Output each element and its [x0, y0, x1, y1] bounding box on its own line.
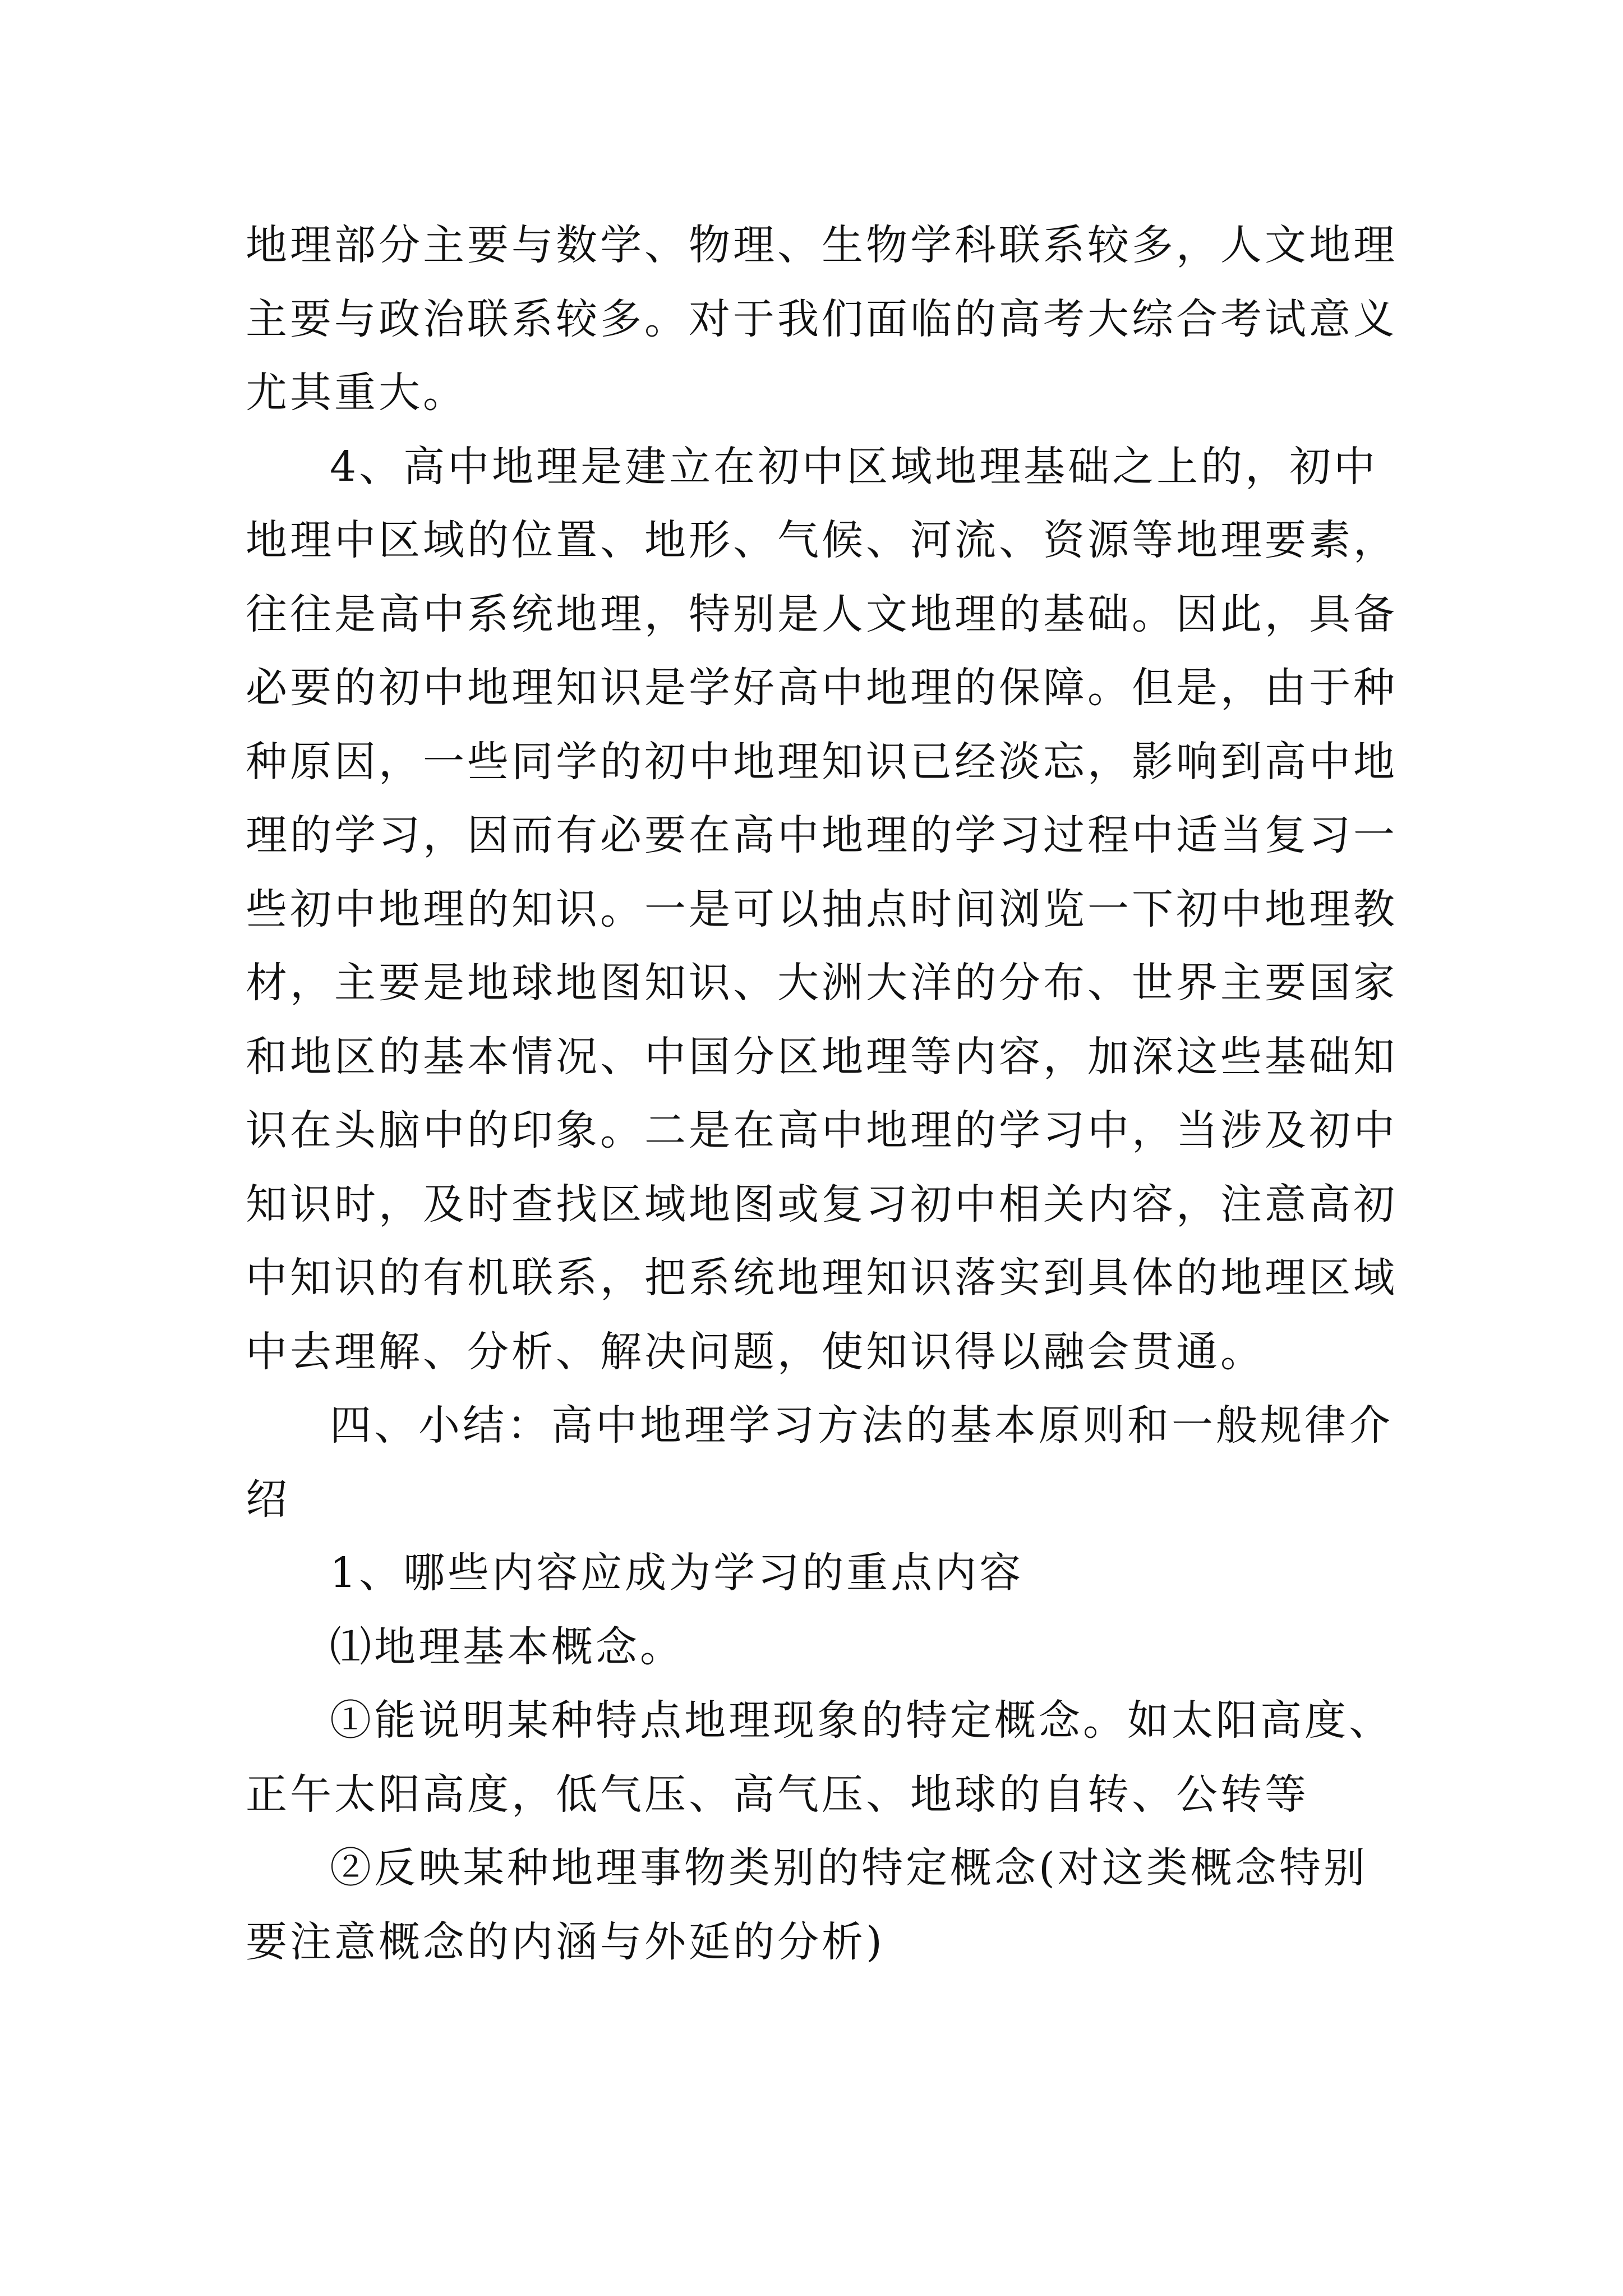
list-item-line: ⑴地理基本概念。 [330, 1622, 684, 1671]
subheading-line: 1、哪些内容应成为学习的重点内容 [330, 1549, 1024, 1597]
text-line: 尤其重大。 [246, 369, 467, 417]
text-line: 些初中地理的知识。一是可以抽点时间浏览一下初中地理教 [246, 885, 1398, 933]
list-item-line: ②反映某种地理事物类别的特定概念(对这类概念特别 [330, 1844, 1368, 1892]
text-line: 地理部分主要与数学、物理、生物学科联系较多，人文地理 [246, 221, 1398, 269]
text-line: 和地区的基本情况、中国分区地理等内容，加深这些基础知 [246, 1032, 1398, 1081]
text-line: 正午太阳高度，低气压、高气压、地球的自转、公转等 [246, 1770, 1309, 1819]
text-line: 地理中区域的位置、地形、气候、河流、资源等地理要素， [246, 516, 1398, 564]
text-line: 中知识的有机联系，把系统地理知识落实到具体的地理区域 [246, 1254, 1398, 1302]
text-line: 知识时，及时查找区域地图或复习初中相关内容，注意高初 [246, 1180, 1398, 1228]
list-item-line: ①能说明某种特点地理现象的特定概念。如太阳高度、 [330, 1696, 1393, 1745]
text-line: 往往是高中系统地理，特别是人文地理的基础。因此，具备 [246, 590, 1398, 638]
text-line: 材，主要是地球地图知识、大洲大洋的分布、世界主要国家 [246, 959, 1398, 1007]
text-line: 必要的初中地理知识是学好高中地理的保障。但是，由于种 [246, 664, 1398, 712]
text-line: 识在头脑中的印象。二是在高中地理的学习中，当涉及初中 [246, 1106, 1398, 1154]
body-text [246, 209, 1398, 1979]
section-heading-line: 四、小结：高中地理学习方法的基本原则和一般规律介 [330, 1401, 1393, 1450]
text-line: 要注意概念的内涵与外延的分析) [246, 1917, 885, 1966]
section-heading-continuation: 绍 [246, 1475, 290, 1524]
text-line: 中去理解、分析、解决问题，使知识得以融会贯通。 [246, 1327, 1265, 1376]
paragraph-start-line: 4、高中地理是建立在初中区域地理基础之上的，初中 [330, 442, 1378, 491]
text-line: 主要与政治联系较多。对于我们面临的高考大综合考试意义 [246, 295, 1398, 343]
text-line: 种原因，一些同学的初中地理知识已经淡忘，影响到高中地 [246, 737, 1398, 786]
text-line: 理的学习，因而有必要在高中地理的学习过程中适当复习一 [246, 811, 1398, 859]
